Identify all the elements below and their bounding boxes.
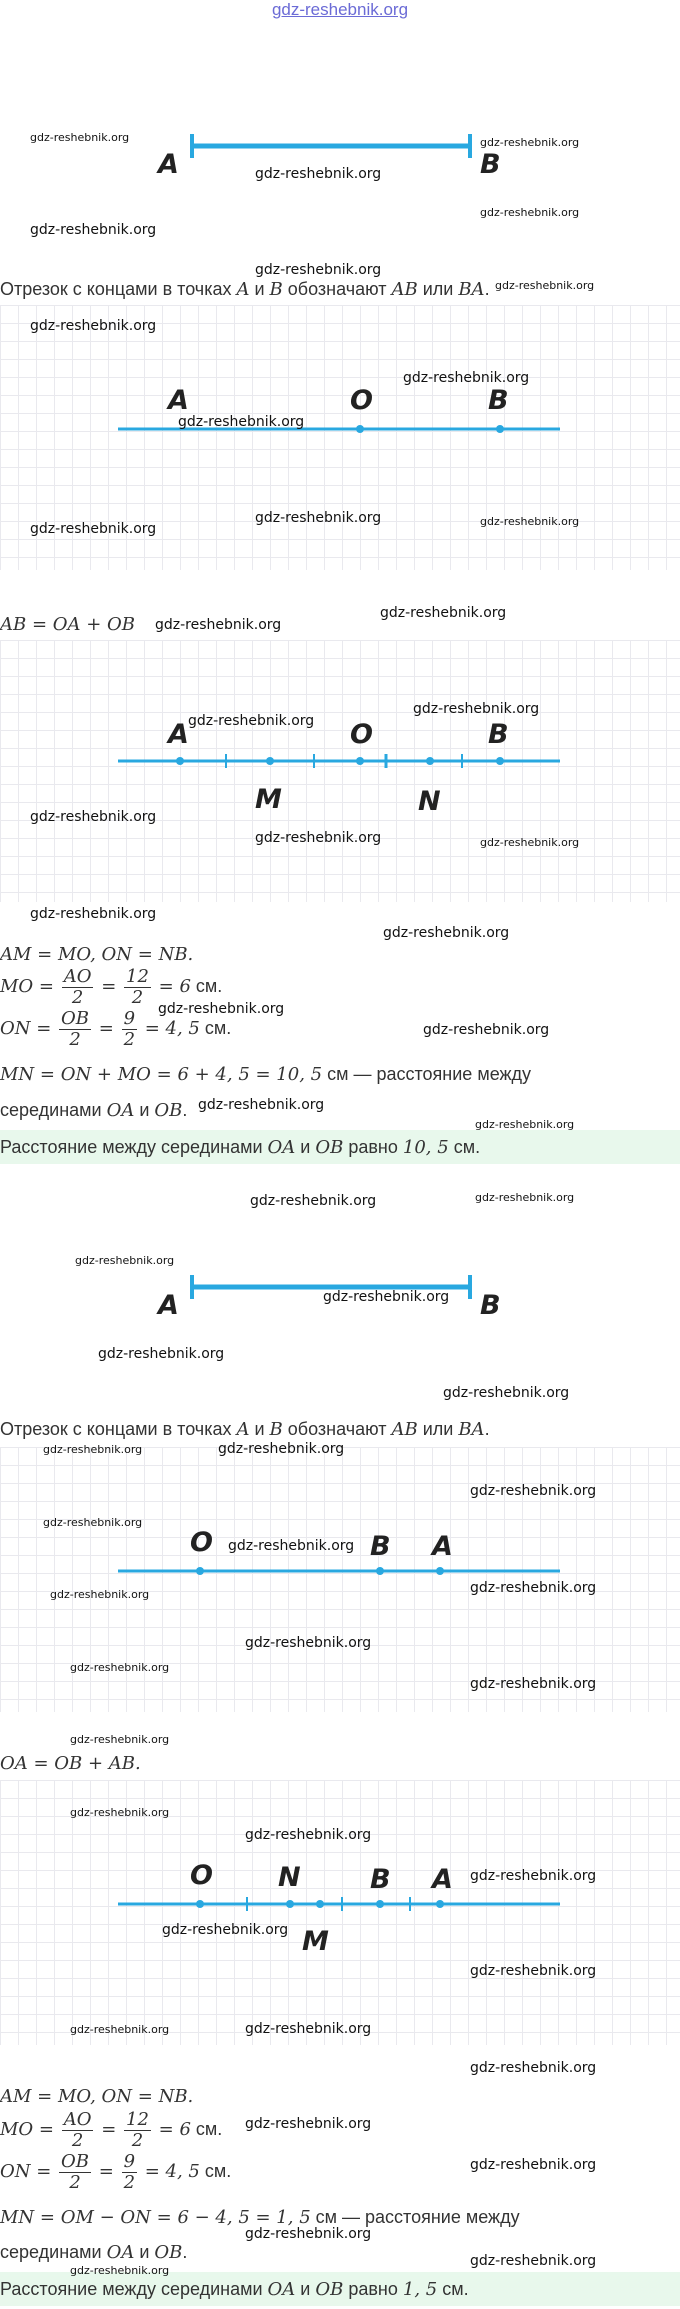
watermark: gdz-reshebnik.org xyxy=(470,2253,597,2269)
point-b-dot xyxy=(376,1900,384,1908)
watermark: gdz-reshebnik.org xyxy=(413,701,540,717)
watermark: gdz-reshebnik.org xyxy=(470,1483,597,1499)
watermark: gdz-reshebnik.org xyxy=(383,925,510,941)
watermark: gdz-reshebnik.org xyxy=(70,2264,170,2277)
equation-oa: OA = OB + AB. xyxy=(0,1753,141,1774)
watermark: gdz-reshebnik.org xyxy=(245,1827,372,1843)
point-label-b: B xyxy=(480,1290,501,1321)
equation-am: AM = MO, ON = NB. xyxy=(0,944,194,965)
watermark: gdz-reshebnik.org xyxy=(30,318,157,334)
point-label-o: O xyxy=(190,1860,213,1891)
watermark: gdz-reshebnik.org xyxy=(475,1191,575,1204)
watermark: gdz-reshebnik.org xyxy=(255,262,382,278)
point-o-dot xyxy=(196,1900,204,1908)
point-label-m: M xyxy=(255,784,282,815)
point-n-dot xyxy=(426,757,434,765)
point-m-dot xyxy=(266,757,274,765)
watermark: gdz-reshebnik.org xyxy=(470,1868,597,1884)
equation-mo-2: MO = $\frac{AO}{2}$ = $\frac{12}{2}$ = 6 см. xyxy=(0,2109,223,2151)
point-o-dot xyxy=(356,757,364,765)
watermark: gdz-reshebnik.org xyxy=(255,166,382,182)
equation-mn-cont-2: серединами OA и OB. xyxy=(0,2242,188,2263)
watermark: gdz-reshebnik.org xyxy=(245,2021,372,2037)
watermark: gdz-reshebnik.org xyxy=(470,1580,597,1596)
watermark: gdz-reshebnik.org xyxy=(480,515,580,528)
point-label-b: B xyxy=(488,719,509,750)
watermark: gdz-reshebnik.org xyxy=(98,1346,225,1362)
watermark: gdz-reshebnik.org xyxy=(43,1516,143,1529)
point-label-n: N xyxy=(418,786,441,817)
watermark: gdz-reshebnik.org xyxy=(70,1733,170,1746)
point-o-dot xyxy=(356,425,364,433)
watermark: gdz-reshebnik.org xyxy=(228,1538,355,1554)
point-o-dot xyxy=(196,1567,204,1575)
point-label-o: O xyxy=(190,1527,213,1558)
answer-box-2: Расстояние между серединами OA и OB равно 1, 5 см. xyxy=(0,2272,680,2306)
point-label-o: O xyxy=(350,719,373,750)
watermark: gdz-reshebnik.org xyxy=(475,1118,575,1131)
watermark: gdz-reshebnik.org xyxy=(323,1289,450,1305)
point-label-b: B xyxy=(480,149,501,180)
point-a-dot xyxy=(436,1900,444,1908)
equation-mn-cont: серединами OA и OB. xyxy=(0,1100,188,1121)
watermark: gdz-reshebnik.org xyxy=(380,605,507,621)
equation-mn: MN = ON + MO = 6 + 4, 5 = 10, 5 см — расстояние между xyxy=(0,1064,532,1085)
equation-am-2: AM = MO, ON = NB. xyxy=(0,2086,194,2107)
point-label-b: B xyxy=(370,1531,391,1562)
watermark: gdz-reshebnik.org xyxy=(75,1254,175,1267)
watermark: gdz-reshebnik.org xyxy=(30,521,157,537)
segment-note-1: Отрезок с концами в точках A и B обозначают AB или BA. xyxy=(0,279,490,300)
equation-on-2: ON = $\frac{OB}{2}$ = $\frac{9}{2}$ = 4, 5 см. xyxy=(0,2151,232,2193)
watermark: gdz-reshebnik.org xyxy=(423,1022,550,1038)
watermark: gdz-reshebnik.org xyxy=(43,1443,143,1456)
point-label-a: A xyxy=(168,719,189,750)
watermark: gdz-reshebnik.org xyxy=(245,1635,372,1651)
point-label-b: B xyxy=(370,1864,391,1895)
watermark: gdz-reshebnik.org xyxy=(480,836,580,849)
equation-mn-2: MN = OM − ON = 6 − 4, 5 = 1, 5 см — расстояние между xyxy=(0,2207,520,2228)
watermark: gdz-reshebnik.org xyxy=(188,713,315,729)
watermark: gdz-reshebnik.org xyxy=(218,1441,345,1457)
equation-ab: AB = OA + OB xyxy=(0,614,136,635)
watermark: gdz-reshebnik.org xyxy=(50,1588,150,1601)
answer-box-1: Расстояние между серединами OA и OB равно 10, 5 см. xyxy=(0,1130,680,1164)
point-label-b: B xyxy=(488,385,509,416)
point-label-a: A xyxy=(432,1531,453,1562)
watermark: gdz-reshebnik.org xyxy=(245,2116,372,2132)
watermark: gdz-reshebnik.org xyxy=(470,2060,597,2076)
point-n-dot xyxy=(286,1900,294,1908)
watermark: gdz-reshebnik.org xyxy=(245,2226,372,2242)
point-label-n: N xyxy=(278,1862,301,1893)
watermark: gdz-reshebnik.org xyxy=(250,1193,377,1209)
watermark: gdz-reshebnik.org xyxy=(443,1385,570,1401)
point-m-dot xyxy=(316,1900,324,1908)
grid-figure-4 xyxy=(0,1780,680,2045)
watermark: gdz-reshebnik.org xyxy=(30,131,130,144)
watermark: gdz-reshebnik.org xyxy=(30,809,157,825)
watermark: gdz-reshebnik.org xyxy=(470,2157,597,2173)
watermark: gdz-reshebnik.org xyxy=(162,1922,289,1938)
watermark: gdz-reshebnik.org xyxy=(495,279,595,292)
site-link[interactable]: gdz-reshebnik.org xyxy=(271,0,409,19)
point-label-a: A xyxy=(432,1864,453,1895)
watermark: gdz-reshebnik.org xyxy=(178,414,305,430)
point-label-a: A xyxy=(158,1290,179,1321)
point-label-m: M xyxy=(302,1926,329,1957)
watermark: gdz-reshebnik.org xyxy=(70,1661,170,1674)
segment-note-2: Отрезок с концами в точках A и B обозначают AB или BA. xyxy=(0,1419,490,1440)
equation-mo: MO = $\frac{AO}{2}$ = $\frac{12}{2}$ = 6 см. xyxy=(0,966,223,1008)
point-a-dot xyxy=(436,1567,444,1575)
watermark: gdz-reshebnik.org xyxy=(255,830,382,846)
point-b-dot xyxy=(496,425,504,433)
watermark: gdz-reshebnik.org xyxy=(470,1676,597,1692)
watermark: gdz-reshebnik.org xyxy=(70,1806,170,1819)
watermark: gdz-reshebnik.org xyxy=(30,906,157,922)
watermark: gdz-reshebnik.org xyxy=(158,1001,285,1017)
point-b-dot xyxy=(496,757,504,765)
point-label-a: A xyxy=(158,149,179,180)
watermark: gdz-reshebnik.org xyxy=(155,617,282,633)
watermark: gdz-reshebnik.org xyxy=(480,206,580,219)
grid-figure-2 xyxy=(0,640,680,902)
point-label-o: O xyxy=(350,385,373,416)
watermark: gdz-reshebnik.org xyxy=(255,510,382,526)
watermark: gdz-reshebnik.org xyxy=(403,370,530,386)
equation-on: ON = $\frac{OB}{2}$ = $\frac{9}{2}$ = 4, 5 см. xyxy=(0,1008,232,1050)
point-label-a: A xyxy=(168,385,189,416)
point-b-dot xyxy=(376,1567,384,1575)
watermark: gdz-reshebnik.org xyxy=(30,222,157,238)
watermark: gdz-reshebnik.org xyxy=(198,1097,325,1113)
point-a-dot xyxy=(176,757,184,765)
watermark: gdz-reshebnik.org xyxy=(70,2023,170,2036)
watermark: gdz-reshebnik.org xyxy=(480,136,580,149)
watermark: gdz-reshebnik.org xyxy=(470,1963,597,1979)
